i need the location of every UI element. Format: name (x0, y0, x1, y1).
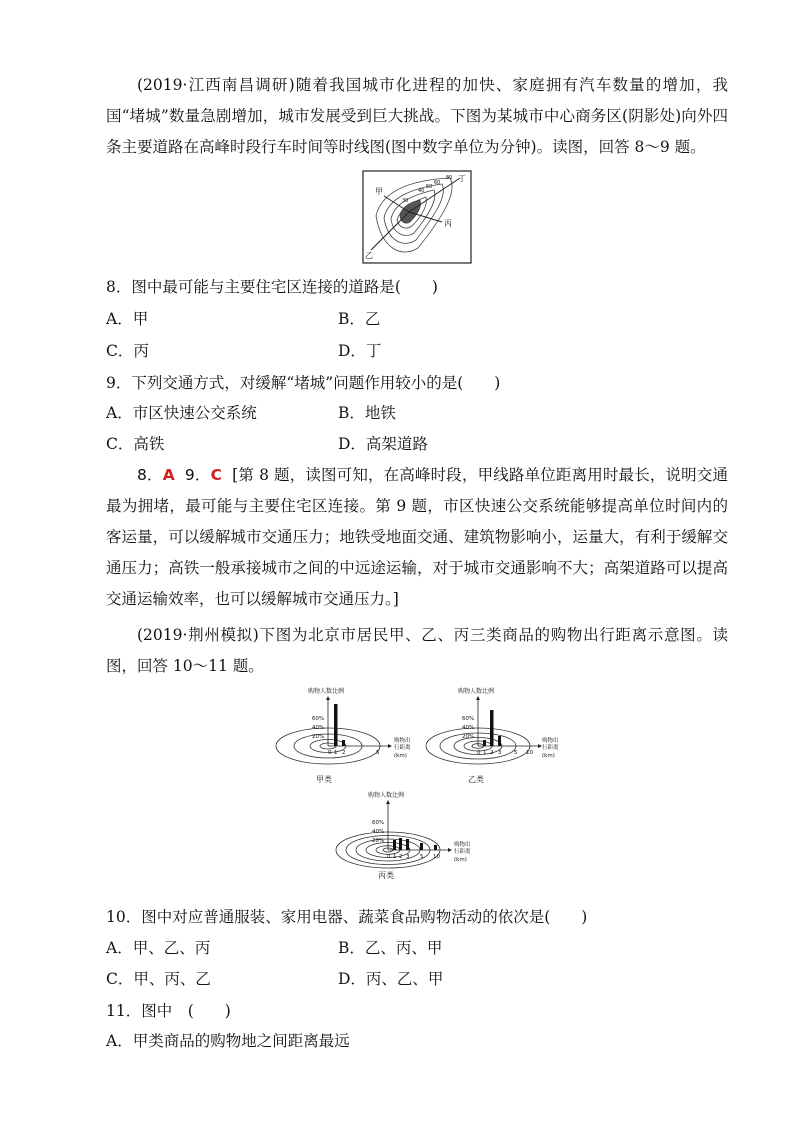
answer-9-number: 9． (184, 466, 211, 484)
bing-ytick-20: 20% (372, 838, 385, 844)
intro-paragraph-2 (106, 620, 728, 682)
jia-xlabel-1: 购物出 (394, 738, 411, 744)
panel-bing (336, 791, 471, 880)
panel-yi (426, 687, 559, 784)
bar-bing-10km (434, 845, 437, 850)
jia-xtick-0: 0 (328, 750, 332, 756)
bar-bing-5km (420, 843, 423, 850)
bing-ytick-40: 40% (372, 829, 385, 835)
map-label-bing: 丙 (444, 219, 452, 228)
isochrone-map-figure (362, 170, 472, 264)
yi-xtick-2: 2 (490, 750, 494, 756)
bing-xtick-0: 0 (387, 854, 391, 860)
question-8-option-d: D．丁 (338, 342, 382, 360)
question-11-stem: 11．图中 ( ) (106, 1002, 231, 1020)
jia-ytick-40: 40% (312, 725, 325, 731)
answer-explanation-8-9 (106, 460, 728, 615)
bing-panel-name: 丙类 (378, 871, 394, 880)
bing-ytick-60: 60% (372, 820, 385, 826)
yi-xtick-0: 0 (477, 750, 481, 756)
map-label-jia: 甲 (375, 187, 383, 196)
question-9-option-b: B．地铁 (338, 404, 396, 422)
question-10-option-a: A．甲、乙、丙 (106, 939, 211, 957)
question-10-option-d: D．丙、乙、甲 (338, 970, 444, 988)
question-10-option-b: B．乙、丙、甲 (338, 939, 443, 957)
intro-text-2: 下图为北京市居民甲、乙、丙三类商品的购物出行距离示意图。读图，回答 10～11 题。 (106, 626, 728, 675)
answer-8-number: 8． (137, 466, 163, 484)
bar-bing-1km (393, 840, 396, 850)
answer-explanation-text: [第 8 题，读图可知，在高峰时段，甲线路单位距离用时最长，说明交通最为拥堵，最可能与主要住宅区连接。第 9 题，市区快速公交系统能够提高单位时间内的客运量，可以缓解城市交通压力；地铁受地面交通、建筑物影响小，运量大，有利于缓解交通压力；高铁一般承接城市之间的中远途运输，对于城市交通影响不大；高架道路可以提高交通运输效率，也可以缓解城市交通压力。] (106, 466, 729, 608)
question-10-stem: 10．图中对应普通服装、家用电器、蔬菜食品购物活动的依次是( ) (106, 908, 588, 926)
question-8-option-a: A．甲 (106, 310, 149, 328)
yi-xtick-1: 1 (483, 750, 487, 756)
bing-xlabel-2: 行距离 (454, 849, 471, 855)
question-8-option-c: C．丙 (106, 342, 149, 360)
jia-ylabel: 购物人数比例 (308, 688, 345, 695)
bing-xtick-10: 10 (433, 854, 440, 860)
jia-xtick-2: 2 (342, 750, 346, 756)
contour-label-80: 80 (446, 175, 453, 181)
bing-xtick-5: 5 (420, 854, 424, 860)
intro-text-1: 随着我国城市化进程的加快、家庭拥有汽车数量的增加，我国“堵城”数量急剧增加，城市发展受到巨大挑战。下图为某城市中心商务区(阴影处)向外四条主要道路在高峰时段行车时间等时线图(图中数字单位为分钟)。读图，回答 8～9 题。 (106, 76, 728, 156)
question-9-option-d: D．高架道路 (338, 435, 428, 453)
question-9-stem: 9．下列交通方式，对缓解“堵城”问题作用较小的是( ) (106, 374, 501, 392)
jia-unit: (km) (394, 753, 407, 759)
bar-jia-2km (342, 740, 345, 746)
bar-yi-1km (483, 740, 486, 746)
answer-9-letter: C (210, 466, 222, 484)
map-label-ding: 丁 (458, 174, 466, 183)
bar-yi-3km (498, 736, 501, 746)
bar-yi-2km (490, 710, 494, 746)
question-11-option-a: A．甲类商品的购物地之间距离最远 (106, 1032, 350, 1050)
jia-panel-name: 甲类 (316, 775, 332, 784)
answer-8-letter: A (162, 466, 175, 484)
bing-xtick-3: 3 (406, 854, 410, 860)
bing-xlabel-1: 购物出 (454, 842, 471, 848)
intro-source-2: (2019·荆州模拟) (137, 626, 259, 644)
question-9-option-c: C．高铁 (106, 435, 165, 453)
yi-unit: (km) (542, 753, 555, 759)
shopping-distance-figure (270, 684, 570, 882)
jia-ytick-60: 60% (312, 716, 325, 722)
yi-xtick-10: 10 (526, 750, 533, 756)
jia-xlabel-2: 行距离 (394, 745, 411, 751)
contour-label-50: 50 (426, 184, 433, 190)
yi-ytick-20: 20% (462, 734, 475, 740)
contour-label-30: 30 (402, 198, 409, 204)
question-8-stem: 8．图中最可能与主要住宅区连接的道路是( ) (106, 278, 438, 296)
bar-jia-1km (334, 704, 338, 746)
contour-label-60: 60 (434, 180, 441, 186)
jia-xtick-1: 1 (334, 750, 338, 756)
jia-xtick-5: 5 (376, 750, 380, 756)
question-8-option-b: B．乙 (338, 310, 381, 328)
yi-xlabel-2: 行距离 (542, 745, 559, 751)
bing-xtick-2: 2 (399, 854, 403, 860)
yi-xtick-5: 5 (514, 750, 518, 756)
panel-jia (276, 687, 411, 784)
bar-bing-3km (406, 839, 409, 850)
intro-source-1: (2019·江西南昌调研) (137, 76, 295, 94)
yi-ytick-40: 40% (462, 725, 475, 731)
intro-paragraph-1 (106, 70, 728, 163)
yi-panel-name: 乙类 (468, 775, 484, 784)
yi-ytick-60: 60% (462, 716, 475, 722)
bing-xtick-1: 1 (393, 854, 397, 860)
bing-ylabel: 购物人数比例 (368, 792, 405, 799)
yi-xlabel-1: 购物出 (542, 738, 559, 744)
question-10-option-c: C．甲、丙、乙 (106, 970, 211, 988)
yi-xtick-3: 3 (498, 750, 502, 756)
map-label-yi: 乙 (365, 251, 373, 260)
contour-label-40: 40 (418, 188, 425, 194)
yi-ylabel: 购物人数比例 (458, 688, 495, 695)
question-9-option-a: A．市区快速公交系统 (106, 404, 257, 422)
bing-unit: (km) (454, 857, 467, 863)
bar-bing-2km (399, 838, 402, 850)
jia-ytick-20: 20% (312, 734, 325, 740)
